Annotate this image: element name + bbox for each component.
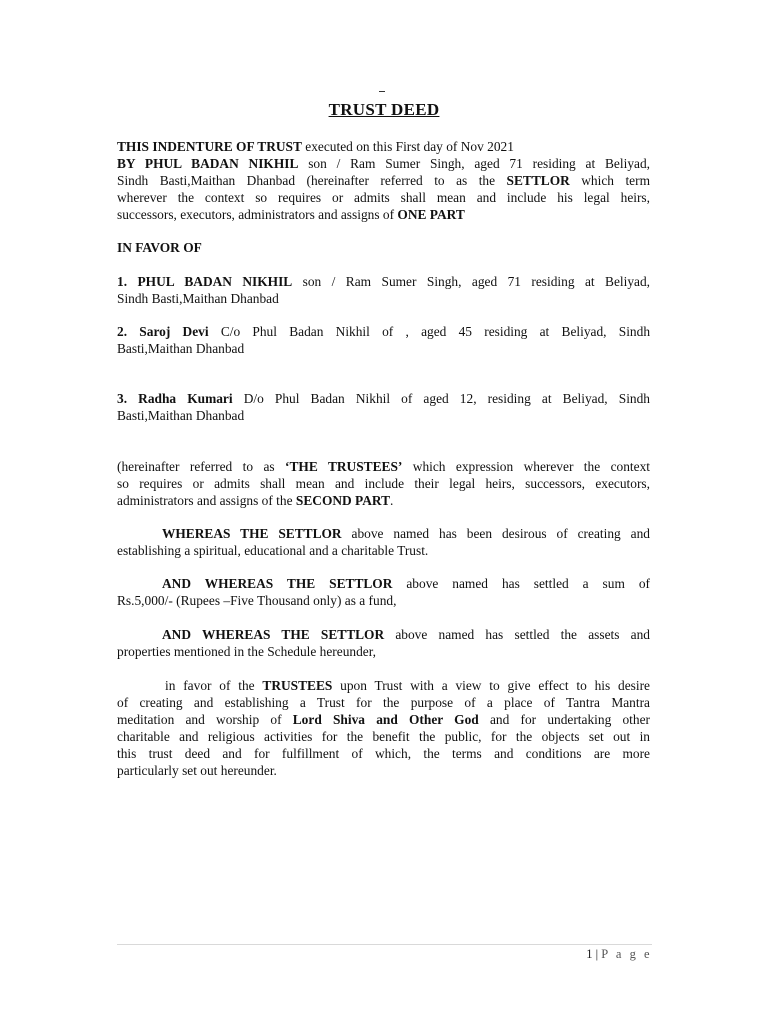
text: above named has settled the assets and — [384, 627, 650, 642]
text: above named has been desirous of creating and — [341, 526, 650, 541]
text: (hereinafter referred to as — [117, 459, 286, 474]
trustee-line: Basti,Maithan Dhanbad — [117, 408, 245, 423]
clause-line — [117, 626, 650, 643]
text: C/o Phul Badan Nikhil of , aged 45 residing at Beliyad, Sindh — [208, 324, 651, 339]
text: which expression wherever the context — [402, 459, 650, 474]
text: which term — [569, 173, 650, 188]
trustee-1 — [117, 273, 650, 307]
intro-paragraph — [117, 138, 650, 223]
bold-text: SECOND PART — [295, 493, 391, 508]
bold-text: ‘THE TRUSTEES’ — [285, 459, 403, 474]
trustee-name: Radha Kumari — [138, 391, 233, 406]
bold-text: SETTLOR — [506, 173, 570, 188]
purpose-line: this trust deed and for fulfillment of which, the terms and conditions are more — [117, 746, 650, 761]
text: above named has settled a sum of — [392, 576, 650, 591]
trustee-line — [117, 323, 650, 340]
purpose-line — [117, 711, 650, 728]
clause-line — [117, 458, 650, 475]
bold-text: AND WHEREAS THE SETTLOR — [162, 576, 393, 591]
purpose-line: particularly set out hereunder. — [117, 763, 277, 778]
settlor-name: BY PHUL BADAN NIKHIL — [117, 156, 299, 171]
list-number: 1. — [117, 274, 138, 289]
trustee-name: PHUL BADAN NIKHIL — [137, 274, 293, 289]
text: administrators and assigns of the — [117, 493, 296, 508]
in-favor-of-heading: IN FAVOR OF — [117, 240, 202, 255]
text: upon Trust with a view to give effect to his desire — [332, 678, 650, 693]
bold-text: THIS INDENTURE OF TRUST — [117, 139, 302, 154]
clause-line: so requires or admits shall mean and include their legal heirs, successors, executors, — [117, 476, 650, 491]
clause-line — [117, 575, 650, 592]
trustee-name: Saroj Devi — [139, 324, 209, 339]
text: and for undertaking other — [478, 712, 650, 727]
text: D/o Phul Badan Nikhil of aged 12, residing at Beliyad, Sindh — [232, 391, 651, 406]
header-mark — [379, 91, 385, 92]
trustee-line — [117, 390, 650, 407]
list-number: 3. — [117, 391, 139, 406]
bold-text: Lord Shiva and Other God — [292, 712, 479, 727]
text: . — [390, 493, 394, 508]
text: Sindh Basti,Maithan Dhanbad (hereinafter referred to as the — [117, 173, 507, 188]
whereas-clause-3 — [117, 626, 650, 660]
page-label: P a g e — [601, 947, 652, 961]
purpose-paragraph — [117, 677, 650, 779]
text: meditation and worship of — [117, 712, 293, 727]
intro-line — [117, 206, 650, 223]
bold-text: TRUSTEES — [262, 678, 333, 693]
document-title: TRUST DEED — [328, 100, 440, 119]
page-number: 1 — [586, 947, 593, 961]
intro-line: wherever the context so requires or admits shall mean and include his legal heirs, — [117, 190, 650, 205]
footer-divider — [117, 944, 652, 945]
bold-text: WHEREAS THE SETTLOR — [162, 526, 342, 541]
clause-line: properties mentioned in the Schedule hereunder, — [117, 644, 377, 659]
footer-separator: | — [592, 947, 602, 961]
intro-line — [117, 172, 650, 189]
whereas-clause-2 — [117, 575, 650, 609]
text: son / Ram Sumer Singh, aged 71 residing at Beliyad, — [292, 274, 651, 289]
whereas-clause-1 — [117, 525, 650, 559]
purpose-line — [117, 677, 650, 694]
trustee-3 — [117, 390, 650, 424]
trustee-line: Sindh Basti,Maithan Dhanbad — [117, 291, 279, 306]
trustee-2 — [117, 323, 650, 357]
text: son / Ram Sumer Singh, aged 71 residing at Beliyad, — [298, 156, 651, 171]
bold-text: AND WHEREAS THE SETTLOR — [162, 627, 385, 642]
purpose-line: of creating and establishing a Trust for the purpose of a place of Tantra Mantra — [117, 695, 650, 710]
purpose-line: charitable and religious activities for the benefit the public, for the objects set out in — [117, 729, 650, 744]
clause-line — [117, 525, 650, 542]
trustees-clause — [117, 458, 650, 509]
clause-line: establishing a spiritual, educational and a charitable Trust. — [117, 543, 429, 558]
trustee-line — [117, 273, 650, 290]
list-number: 2. — [117, 324, 140, 339]
bold-text: ONE PART — [397, 207, 465, 222]
trustee-line: Basti,Maithan Dhanbad — [117, 341, 245, 356]
text: successors, executors, administrators and assigns of — [117, 207, 398, 222]
intro-line — [117, 138, 650, 155]
intro-line — [117, 155, 650, 172]
text: in favor of the — [165, 678, 263, 693]
clause-line: Rs.5,000/- (Rupees –Five Thousand only) as a fund, — [117, 593, 397, 608]
text: executed on this First day of Nov 2021 — [301, 139, 514, 154]
clause-line — [117, 492, 650, 509]
page-footer — [586, 947, 652, 962]
